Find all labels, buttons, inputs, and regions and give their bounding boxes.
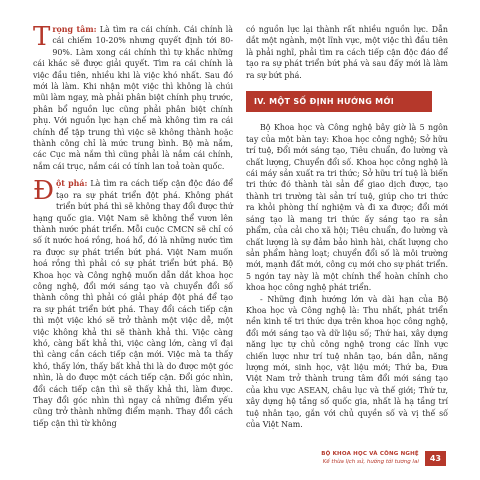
lead-label: rọng tâm:: [52, 25, 97, 34]
dropcap: Đ: [33, 176, 54, 207]
paragraph-text: Là tìm ra cách tiếp cận độc đáo để tạo ra sự phát triển đột phá. Không phát triển bứt phá thì sẽ không thay đổi được thứ hạng quốc gia. Việt Nam sẽ không thể vươn lên thành nước phát triển. Mỗi cuộc CMCN sẽ chỉ có số ít nước hoá rồng, hoá hổ, đó là những nước tìm ra được sự phát triển bứt phá. Việt Nam muốn hoá rồng thì phải có sự phát triển bứt phá. Bộ Khoa học và Công nghệ muốn dẫn dắt khoa học công nghệ, đổi mới sáng tạo và chuyển đổi số thành công thì phải có giải pháp đột phá để tạo ra sự phát triển bứt phá. Thay đổi cách tiếp cận thì một việc khó sẽ trở thành một việc dễ, một việc không khả thi sẽ thành khả thi. Việc càng khó, càng bất khả thi, việc càng lớn, càng vĩ đại thì càng cần cách tiếp cận mới. Việc mà ta thấy khó, thấy lớn, thấy bất khả thi là do được một góc nhìn, là do được một cách tiếp cận. Đổi góc nhìn, đổi cách tiếp cận thì sẽ thấy khả thi, làm được. Thay đổi góc nhìn thì ngay cả những điểm yếu cũng trở thành những điểm mạnh. Thay đổi cách tiếp cận thì từ không: [33, 179, 234, 428]
paragraph-directions: - Những định hướng lớn và dài hạn của Bộ Khoa học và Công nghệ là: Thu nhất, phát triển nền kinh tế tri thức dựa trên khoa học công nghệ, đổi mới sáng tạo và dữ liệu số; Thứ hai, xây dựng năng lực tự chủ công nghệ trong các lĩnh vực chiến lược như trí tuệ nhân tạo, bán dẫn, năng lượng mới, sinh học, vật liệu mới; Thứ ba, Đưa Việt Nam trở thành trung tâm đổi mới sáng tạo của khu vực ASEAN, châu lục và thế giới; Thứ tư, xây dựng hệ tầng số quốc gia, nhất là hạ tầng trí tuệ nhân tạo, gắn với chủ quyền số và vị thế số của Việt Nam.: [246, 294, 448, 429]
dropcap: T: [33, 22, 51, 52]
page-number: 43: [425, 451, 446, 466]
paragraph-continuation: có nguồn lực lại thành rất nhiều nguồn lực. Dẫn dắt một ngành, một lĩnh vực, một việc thì đầu tiên là phải nghĩ, phải tìm ra cách tiếp cận độc đáo để tạo ra sự phát triển bứt phá và sau đấy mới là làm ra sự bứt phá.: [246, 25, 448, 80]
page-footer: [321, 450, 446, 466]
lead-label: ột phá:: [56, 179, 88, 189]
right-column: [246, 24, 448, 430]
section-header: IV. MỘT SỐ ĐỊNH HƯỚNG MỚI: [246, 91, 432, 112]
footer-text: [321, 450, 419, 466]
paragraph-trong-tam: [33, 24, 233, 172]
paragraph-five-fingers: Bộ Khoa học và Công nghệ bây giờ là 5 ngôn tay của một bàn tay: Khoa học công nghệ; Sở hữu trí tuệ, Đổi mới sáng tạo, Tiêu chuẩn, đo lường và chất lượng, Chuyển đổi số. Khoa học công nghệ là cái máy sản xuất ra tri thức; Sở hữu trí tuệ là biến tri thức đó thành tài sản để giao dịch được, tạo thành tri trường tài sản trí tuệ, giúp cho tri thức ra khỏi phòng thí nghiệm và đi xa được; đổi mới sáng tạo là mang tri thức ấy sáng tạo ra sản phẩm, của cải cho xã hội; Tiêu chuẩn, đo lường và chất lượng là sự đảm bảo hình hài, chất lượng cho sản phẩm hàng loạt; chuyển đổi số là môi trường mới, mạnh đất mới, công cụ mới cho sự phát triển. 5 ngón tay này là một chính thể hoàn chỉnh cho khoa học công nghệ phát triển.: [246, 123, 448, 293]
left-column: [33, 24, 233, 429]
paragraph-dot-pha: [33, 178, 233, 429]
footer-slogan: Kế thừa lịch sử, hướng tới tương lai: [322, 459, 419, 465]
footer-ministry-name: BỘ KHOA HỌC VÀ CÔNG NGHỆ: [321, 451, 419, 457]
paragraph-text: Là tìm ra cái chính. Cái chính là cái chiếm 10-20% nhưng quyết định tới 80-90%. Làm xong cái chính thì tự khắc những cái khác sẽ được giải quyết. Tìm ra cái chính là việc đầu tiên, nhiều khi là việc khó nhất. Sau đó mới là làm. Khi nhận một việc thì không là chúi mũi làm ngay, mà phải phân biệt chính phụ trước, phân bổ nguồn lực cũng phải phân biệt chính phụ. Với nguồn lực hạn chế mà không tìm ra cái chính để tập trung thì việc sẽ không thành hoặc thành công chỉ là mức trung bình. Bộ mà nắm, các Cục mà nắm thì cũng phải là nắm cái chính, nắm cái trục, nắm cái có tính lan toả toàn quốc.: [33, 25, 233, 171]
